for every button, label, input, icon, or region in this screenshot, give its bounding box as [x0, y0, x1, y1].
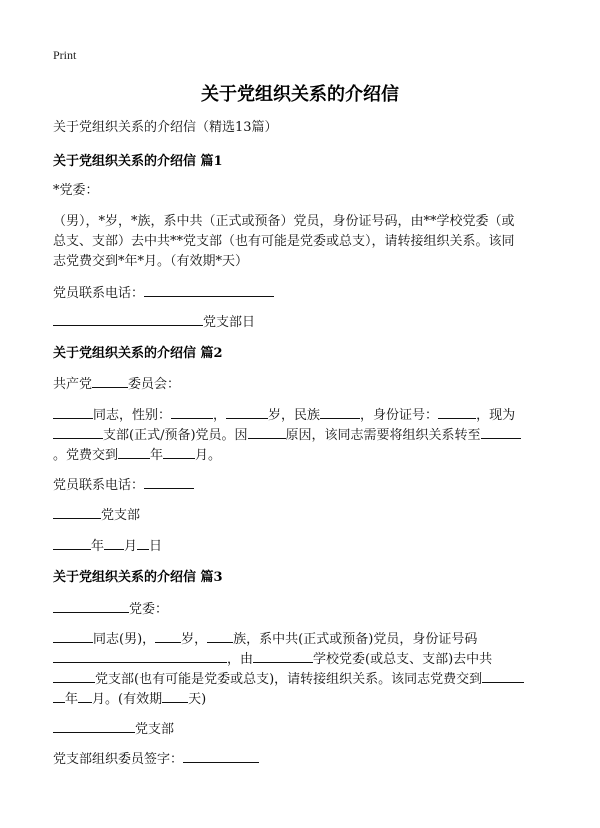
- text-fragment: 天): [188, 692, 207, 707]
- section-2-heading: 关于党组织关系的介绍信 篇2: [53, 346, 223, 361]
- blank: [171, 404, 213, 419]
- text-fragment: 年: [65, 692, 79, 707]
- section-1-sign-line: [53, 311, 255, 333]
- text-fragment: 学校党委(或总支、支部)去中共: [313, 652, 493, 667]
- text-fragment: 党支部: [101, 508, 141, 523]
- phone-label: 党员联系电话：: [53, 478, 145, 493]
- blank: [53, 504, 101, 519]
- blank: [248, 424, 286, 439]
- blank: [53, 648, 227, 663]
- text-fragment: 岁，: [181, 632, 208, 647]
- text-fragment: 月: [124, 539, 138, 554]
- section-3-line-5: [53, 688, 206, 710]
- section-2-date-line: [53, 535, 162, 557]
- section-3-branch-line: [53, 718, 174, 740]
- blank: [78, 688, 92, 703]
- blank: [481, 424, 521, 439]
- branch-sign-suffix: 党支部日: [203, 315, 256, 330]
- blank: [53, 718, 135, 733]
- section-1-body-line-1: （男），*岁，*族，系中共（正式或预备）党员，身份证号码，由**学校党委（或: [53, 214, 515, 229]
- section-2-line-2: [53, 404, 515, 426]
- section-1-phone-line: [53, 282, 274, 304]
- text-fragment: 党支部: [135, 722, 175, 737]
- blank: [438, 404, 476, 419]
- text-fragment: ，由: [227, 652, 254, 667]
- blank: [53, 688, 65, 703]
- blank: [53, 598, 129, 613]
- section-2-line-1: [53, 373, 180, 395]
- text-fragment: 委员会：: [128, 377, 181, 392]
- text-fragment: 年: [91, 539, 105, 554]
- section-3-heading: 关于党组织关系的介绍信 篇3: [53, 570, 223, 585]
- section-2-phone-line: [53, 474, 194, 496]
- branch-blank: [53, 311, 203, 326]
- text-fragment: ，现为: [476, 408, 516, 423]
- text-fragment: 原因，该同志需要将组织关系转至: [285, 428, 481, 443]
- document-title: 关于党组织关系的介绍信: [201, 84, 399, 105]
- text-fragment: 共产党: [53, 377, 93, 392]
- text-fragment: ，身份证号：: [360, 408, 439, 423]
- section-3-signature-line: [53, 748, 259, 770]
- section-1-body-line-3: 志党费交到*年*月。（有效期*天）: [53, 254, 249, 269]
- section-3-line-1: [53, 598, 168, 620]
- phone-label: 党员联系电话：: [53, 286, 145, 301]
- text-fragment: 年: [150, 448, 164, 463]
- blank: [53, 668, 95, 683]
- section-1-body-line-2: 总支、支部）去中共**党支部（也有可能是党委或总支），请转接组织关系。该同: [53, 234, 515, 249]
- blank: [207, 628, 233, 643]
- phone-blank: [144, 282, 274, 297]
- text-fragment: ，: [213, 408, 227, 423]
- section-2-line-3: [53, 424, 521, 446]
- section-1-salutation: *党委：: [53, 183, 99, 198]
- text-fragment: 。党费交到: [53, 448, 119, 463]
- text-fragment: 同志，性别：: [93, 408, 172, 423]
- text-fragment: 党委：: [129, 602, 169, 617]
- blank: [104, 535, 124, 550]
- signature-blank: [183, 748, 259, 763]
- blank: [162, 688, 188, 703]
- blank: [163, 444, 195, 459]
- section-2-branch-line: [53, 504, 140, 526]
- blank: [53, 535, 91, 550]
- phone-blank: [144, 474, 194, 489]
- blank: [92, 373, 128, 388]
- blank: [53, 404, 93, 419]
- blank: [482, 668, 524, 683]
- text-fragment: 族，系中共(正式或预备)党员，身份证号码: [233, 632, 478, 647]
- blank: [155, 628, 181, 643]
- text-fragment: 日: [149, 539, 163, 554]
- section-1-heading: 关于党组织关系的介绍信 篇1: [53, 154, 223, 169]
- text-fragment: 支部(正式/预备)党员。因: [103, 428, 248, 443]
- blank: [53, 628, 93, 643]
- signature-label: 党支部组织委员签字：: [53, 752, 184, 767]
- section-2-line-4: [53, 444, 221, 466]
- section-3-line-2: [53, 628, 477, 650]
- text-fragment: 月。(有效期: [92, 692, 163, 707]
- print-label[interactable]: Print: [53, 48, 77, 62]
- blank: [253, 648, 313, 663]
- blank: [137, 535, 149, 550]
- text-fragment: 岁，民族: [268, 408, 321, 423]
- section-3-line-3: [53, 648, 492, 670]
- blank: [118, 444, 150, 459]
- blank: [53, 424, 103, 439]
- blank: [320, 404, 360, 419]
- document-subtitle: 关于党组织关系的介绍信（精选13篇）: [53, 120, 278, 135]
- text-fragment: 同志(男)，: [93, 632, 156, 647]
- section-3-line-4: [53, 668, 524, 690]
- text-fragment: 党支部(也有可能是党委或总支)，请转接组织关系。该同志党费交到: [95, 672, 483, 687]
- text-fragment: 月。: [195, 448, 222, 463]
- blank: [226, 404, 268, 419]
